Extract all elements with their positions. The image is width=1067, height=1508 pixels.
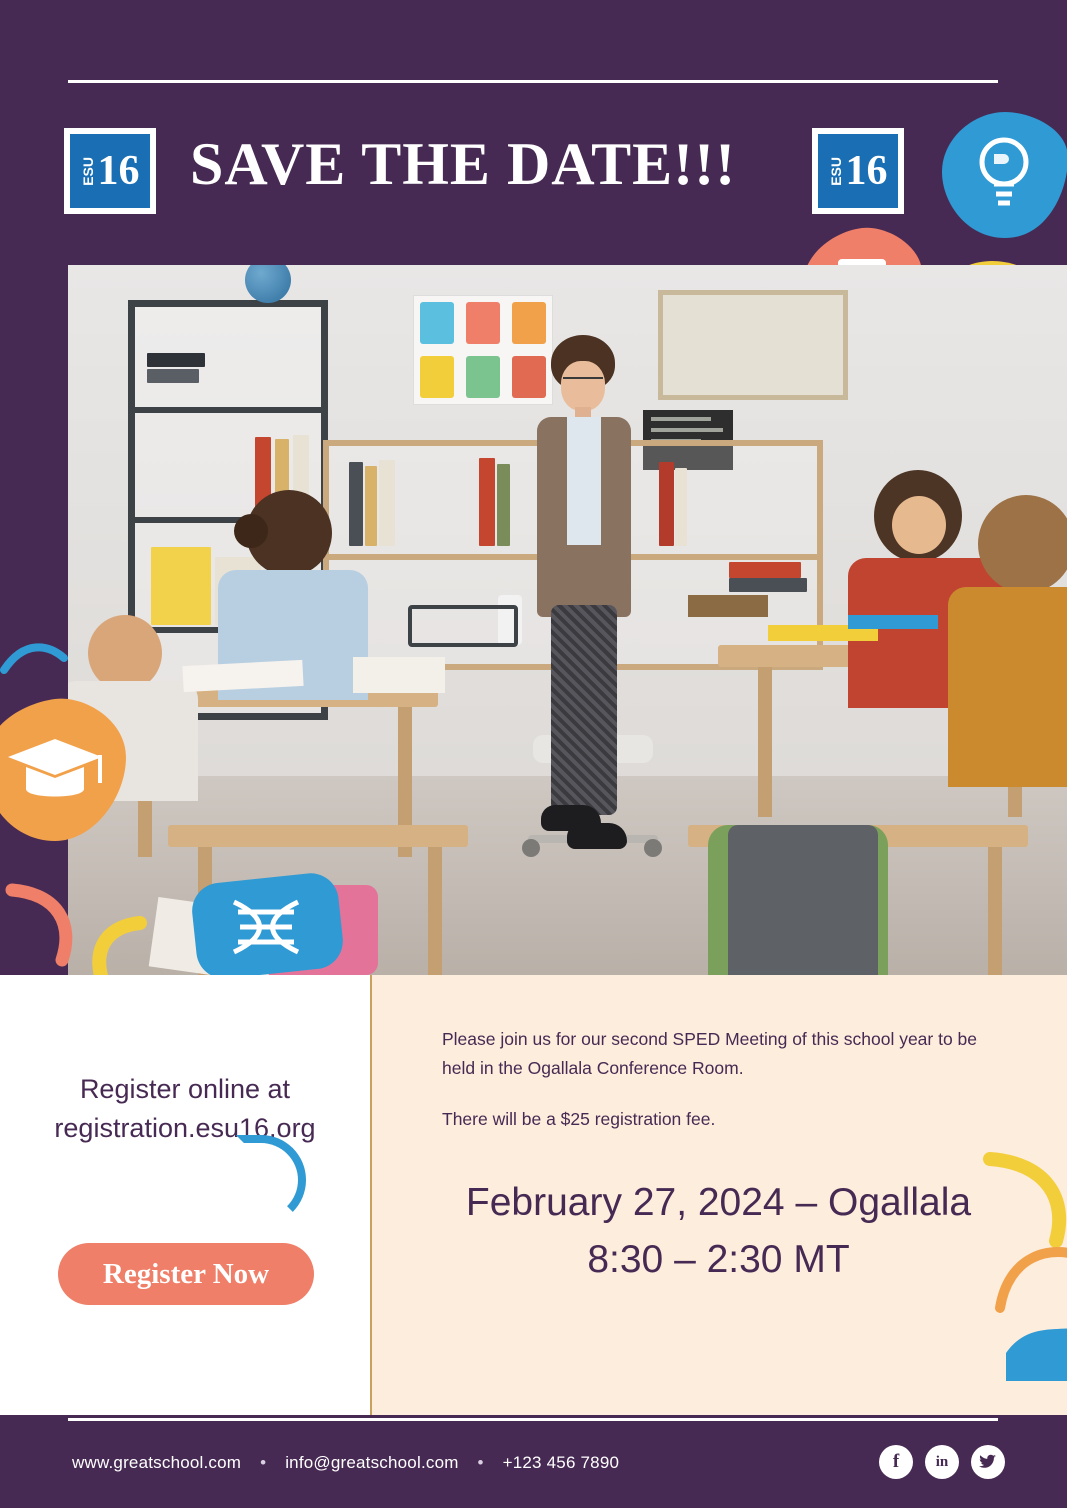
page-title: SAVE THE DATE!!! [190, 131, 737, 197]
social-links [879, 1445, 1005, 1479]
worksheet [353, 657, 445, 693]
register-line-1: Register online at [79, 1074, 291, 1104]
footer-separator: • [260, 1453, 267, 1472]
esu-logo-text: ESU [827, 156, 844, 186]
twitter-icon[interactable] [971, 1445, 1005, 1479]
footer-separator: • [477, 1453, 484, 1472]
footer-email[interactable]: info@greatschool.com [285, 1453, 459, 1472]
register-now-button[interactable]: Register Now [58, 1243, 314, 1305]
esu16-logo-right [812, 128, 904, 214]
esu-logo-number: 16 [97, 148, 140, 194]
teacher-figure [523, 335, 643, 895]
footer-website[interactable]: www.greatschool.com [72, 1453, 242, 1472]
esu-logo-number: 16 [845, 148, 888, 194]
wire-basket [408, 605, 518, 647]
esu16-logo-left [64, 128, 156, 214]
linkedin-icon[interactable]: in [925, 1445, 959, 1479]
footer-contact-info [72, 1453, 619, 1473]
register-line-2: registration.esu16.org [54, 1113, 316, 1144]
top-divider [68, 80, 998, 83]
folder [848, 615, 938, 629]
blue-arc-decor [0, 630, 70, 690]
register-online-text [0, 1070, 370, 1148]
description-paragraph-1: Please join us for our second SPED Meeting of this school year to be held in the Ogallala Conference Room. [442, 1029, 978, 1078]
book-stack [688, 595, 768, 617]
footer-phone: +123 456 7890 [502, 1453, 620, 1472]
description-paragraph-2: There will be a $25 registration fee. [442, 1108, 716, 1129]
blue-blob-decor-right [1000, 1295, 1067, 1385]
footer-divider [68, 1418, 998, 1421]
event-time: 8:30 – 2:30 MT [587, 1237, 850, 1281]
dna-blob [190, 872, 345, 982]
event-details-panel [370, 975, 1067, 1415]
esu-logo-text: ESU [79, 156, 96, 186]
event-description [442, 1025, 1012, 1134]
student-legs [728, 825, 878, 975]
panel-divider [370, 975, 372, 1415]
wall-map [658, 290, 848, 400]
student-desk [168, 825, 468, 847]
facebook-icon[interactable]: f [879, 1445, 913, 1479]
blue-swoosh-decor [236, 1135, 306, 1225]
coral-arc-decor [0, 880, 90, 970]
graduation-cap-blob [0, 695, 130, 845]
header [0, 110, 1067, 230]
footer [0, 1435, 1067, 1495]
classroom-photo [68, 265, 1067, 975]
registration-panel [0, 975, 370, 1415]
event-datetime [370, 1175, 1067, 1288]
event-date: February 27, 2024 – Ogallala [465, 1181, 972, 1224]
